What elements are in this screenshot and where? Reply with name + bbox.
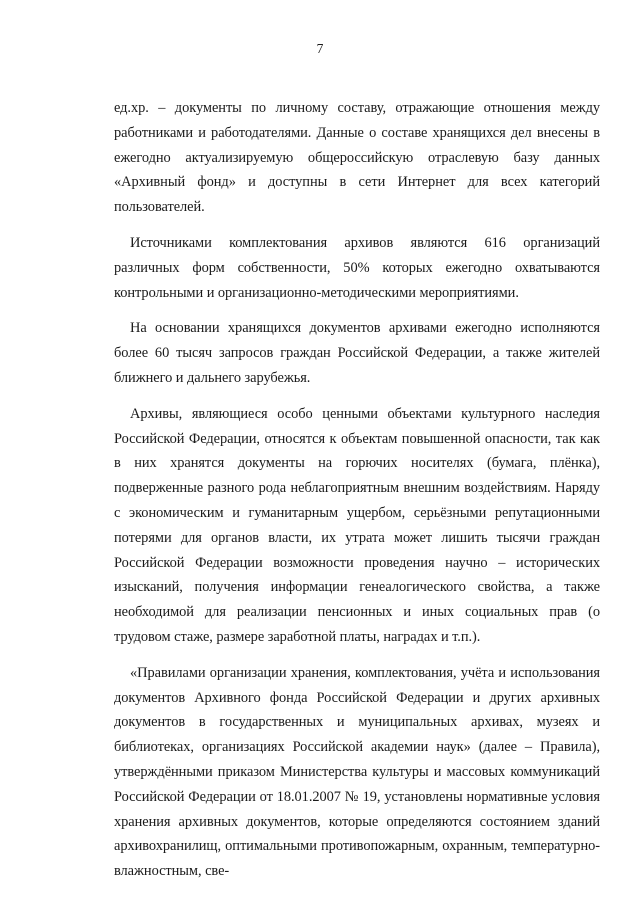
paragraph-continuation: ед.хр. – документы по личному составу, отражающие отношения между работниками и работодателями. Данные о составе хранящихся дел внесены в ежегодно актуализируемую общероссийскую отраслевую базу данных «Архивный фонд» и доступны в сети Интернет для всех категорий пользователей.	[114, 100, 600, 216]
paragraph-rules: «Правилами организации хранения, комплектования, учёта и использования документов Архивного фонда Российской Федерации и других архивных документов в государственных и муниципальных архивах, музеях и библиотеках, организациях Российской академии наук» (далее – Правила), утверждёнными приказом Министерства культуры и массовых коммуникаций Российской Федерации от 18.01.2007 № 19, установлены нормативные условия хранения архивных документов, которые определяются состоянием зданий архивохранилищ, оптимальными противопожарным, охранным, температурно-влажностным, све-	[114, 664, 600, 880]
paragraph-sources: Источниками комплектования архивов являются 616 организаций различных форм собственности, 50% которых ежегодно охватываются контрольными и организационно-методическими мероприятиями.	[114, 234, 600, 301]
paragraph-cultural-heritage: Архивы, являющиеся особо ценными объектами культурного наследия Российской Федерации, относятся к объектам повышенной опасности, так как в них хранятся документы на горючих носителях (бумага, плёнка), подверженные разного рода неблагоприятным внешним воздействиям. Наряду с экономическим и гуманитарным ущербом, серьёзными репутационными потерями для органов власти, их утрата может лишить тысячи граждан Российской Федерации возможности проведения научно – исторических изысканий, получения информации генеалогического свойства, а также необходимой для реализации пенсионных и иных социальных прав (о трудовом стаже, размере заработной платы, наградах и т.п.).	[114, 405, 600, 645]
page-number: 7	[316, 41, 324, 56]
body-text	[114, 96, 600, 895]
paragraph-requests: На основании хранящихся документов архивами ежегодно исполняются более 60 тысяч запросов граждан Российской Федерации, а также жителей ближнего и дальнего зарубежья.	[114, 320, 600, 386]
